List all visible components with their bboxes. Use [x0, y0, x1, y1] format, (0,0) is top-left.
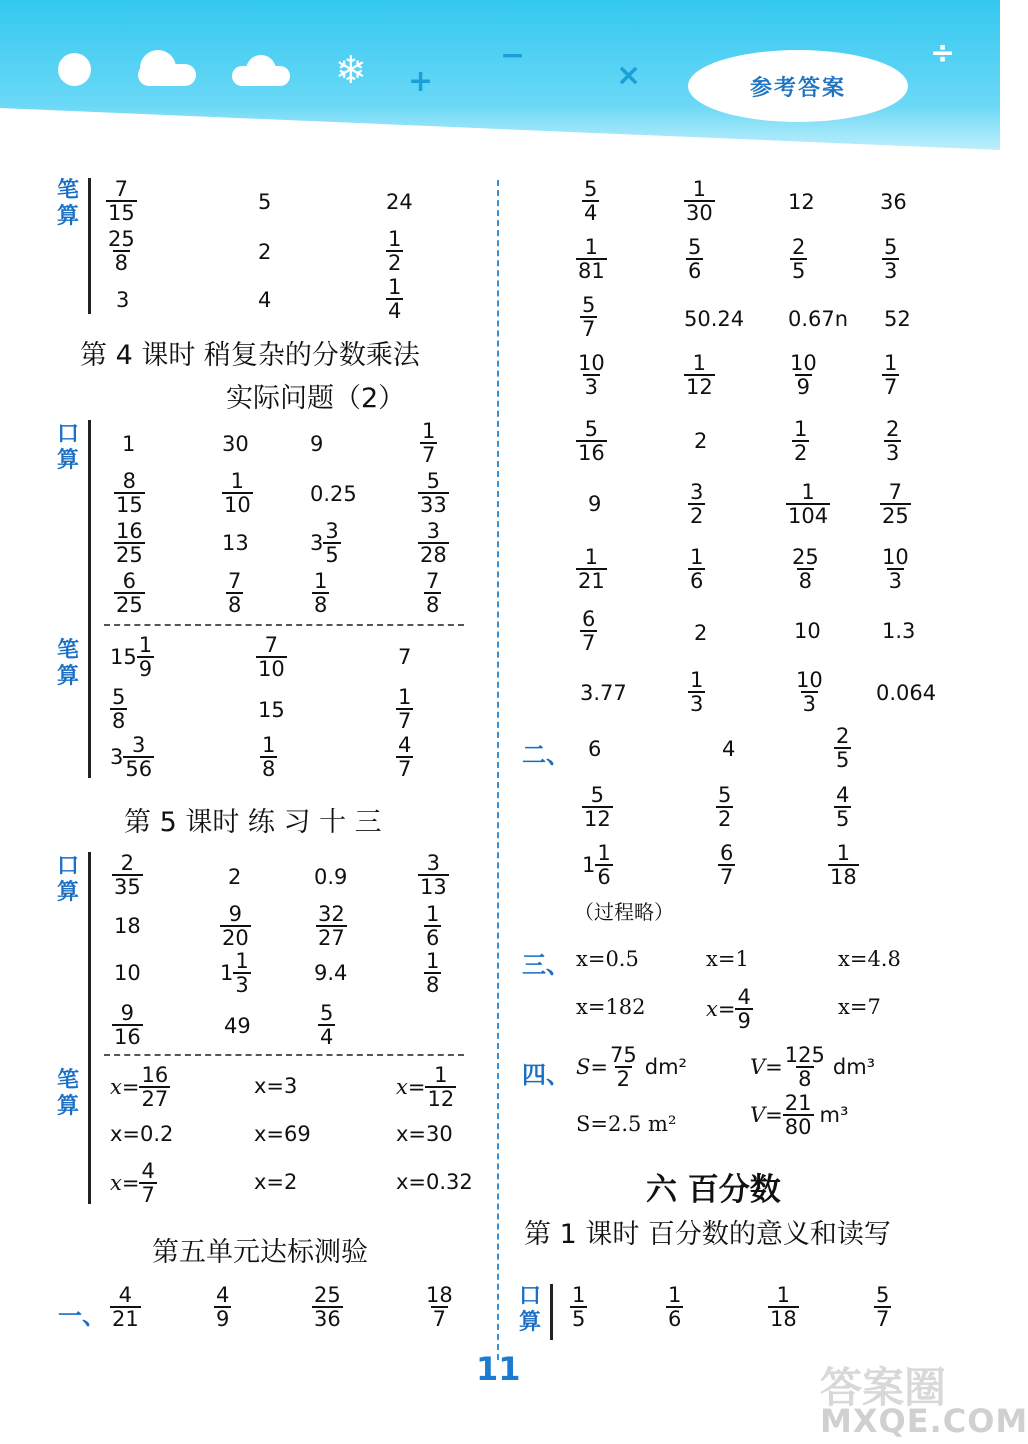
fraction: 3 2 — [690, 480, 704, 528]
answer-value: 50.24 — [684, 307, 745, 331]
fraction: 2 3 — [886, 417, 900, 465]
fraction: 1 7 — [398, 685, 412, 733]
mixed-number: 3 3 5 — [310, 519, 339, 567]
fraction: 1 6 — [426, 902, 440, 950]
bracket-bar — [88, 852, 91, 1204]
fraction: 9 16 — [114, 1001, 141, 1049]
answer-value: 5 — [258, 190, 272, 214]
fraction: 1 2 — [388, 227, 402, 275]
equation: x = 4 9 — [706, 985, 751, 1033]
fraction: 1 10 — [224, 469, 251, 517]
fraction: 1 4 — [388, 275, 402, 323]
fraction: 5 33 — [420, 469, 447, 517]
answer-value: x=0.5 — [576, 947, 639, 971]
fraction: 1 8 — [314, 569, 328, 617]
equation: x = 16 27 — [110, 1063, 169, 1111]
answer-value: x=182 — [576, 995, 646, 1019]
answer-value: 1 — [122, 432, 136, 456]
label-bisuan: 笔 算 — [56, 1068, 79, 1119]
fraction: 5 16 — [578, 417, 605, 465]
fraction: 7 25 — [882, 480, 909, 528]
fraction: 4 21 — [112, 1283, 139, 1331]
fraction: 6 7 — [720, 841, 734, 889]
answer-value: 10 — [794, 619, 821, 643]
answer-value: x=2 — [254, 1170, 298, 1194]
answer-value: x=1 — [706, 947, 749, 971]
section-number: 三、 — [522, 951, 570, 979]
answer-value: 15 — [258, 698, 285, 722]
answer-value: 24 — [386, 190, 413, 214]
section-number: 二、 — [522, 741, 570, 769]
fraction: 25 8 — [108, 227, 135, 275]
column-divider — [497, 180, 499, 1360]
equation: S = 75 2 dm² — [576, 1043, 687, 1091]
answer-value: 4 — [258, 288, 272, 312]
label-kousuan: 口 算 — [56, 422, 79, 473]
fraction: 3 28 — [420, 519, 447, 567]
fraction: 7 10 — [258, 633, 285, 681]
answer-badge: 参考答案 — [688, 50, 908, 122]
fraction: 16 25 — [116, 519, 143, 567]
dashed-separator — [104, 1054, 464, 1056]
fraction: 5 7 — [582, 293, 596, 341]
bracket-bar — [88, 420, 91, 778]
plus-icon: + — [408, 64, 434, 99]
mixed-number: 1 1 6 — [582, 841, 611, 889]
mixed-number: 3 3 56 — [110, 733, 153, 781]
answer-value: 7 — [398, 645, 412, 669]
fraction: 3 13 — [420, 851, 447, 899]
label-bisuan: 笔 算 — [56, 178, 79, 229]
answer-value: 9.4 — [314, 961, 348, 985]
fraction: 1 3 — [690, 668, 704, 716]
fraction: 6 7 — [582, 607, 596, 655]
answer-value: 9 — [310, 432, 324, 456]
sun-icon — [58, 53, 91, 86]
answer-value: 2 — [694, 621, 708, 645]
fraction: 10 3 — [578, 351, 605, 399]
fraction: 7 15 — [108, 177, 135, 225]
fraction: 1 8 — [426, 949, 440, 997]
fraction: 8 15 — [116, 469, 143, 517]
lesson5-title: 第 5 课时 练 习 十 三 — [124, 807, 382, 838]
label-kousuan: 口 算 — [518, 1284, 541, 1335]
mixed-number: 1 1 3 — [220, 949, 249, 997]
fraction: 1 6 — [668, 1283, 682, 1331]
fraction: 1 104 — [788, 480, 829, 528]
answer-value: x=4.8 — [838, 947, 901, 971]
watermark-url: MXQE.COM — [820, 1402, 1028, 1440]
lesson4-subtitle: 实际问题（2） — [226, 383, 406, 414]
answer-value: 30 — [222, 432, 249, 456]
equation: x = 1 12 — [396, 1063, 455, 1111]
equation: x = 4 7 — [110, 1159, 155, 1207]
answer-value: S=2.5 m² — [576, 1112, 677, 1136]
fraction: 10 9 — [790, 351, 817, 399]
fraction: 5 7 — [876, 1283, 890, 1331]
fraction: 1 81 — [578, 235, 605, 283]
fraction: 25 8 — [792, 545, 819, 593]
fraction: 4 5 — [836, 783, 850, 831]
answer-value: x=0.32 — [396, 1170, 473, 1194]
chapter6-lesson1-title: 第 1 课时 百分数的意义和读写 — [524, 1219, 891, 1250]
answer-value: x=69 — [254, 1122, 311, 1146]
fraction: 1 7 — [422, 419, 436, 467]
fraction: 1 6 — [690, 545, 704, 593]
fraction: 5 3 — [884, 235, 898, 283]
times-icon: × — [616, 58, 642, 93]
watermark-logo: 答案圈 — [820, 1363, 947, 1412]
fraction: 7 8 — [426, 569, 440, 617]
section-number: 四、 — [522, 1061, 570, 1089]
answer-value: 4 — [722, 737, 736, 761]
fraction: 6 25 — [116, 569, 143, 617]
fraction: 32 27 — [318, 902, 345, 950]
fraction: 1 30 — [686, 177, 713, 225]
section-number: 一、 — [58, 1302, 106, 1330]
fraction: 5 4 — [320, 1001, 334, 1049]
equation: V = 21 80 m³ — [750, 1091, 849, 1139]
answer-value: 0.67n — [788, 307, 849, 331]
fraction: 9 20 — [222, 902, 249, 950]
answer-value: 1.3 — [882, 619, 916, 643]
answer-value: x=3 — [254, 1074, 298, 1098]
chapter6-title: 六 百分数 — [646, 1172, 781, 1208]
answer-value: 2 — [258, 240, 272, 264]
fraction: 25 36 — [314, 1283, 341, 1331]
fraction: 2 35 — [114, 851, 141, 899]
divide-icon: ÷ — [930, 36, 956, 71]
answer-value: 3.77 — [580, 681, 627, 705]
mixed-number: 15 1 9 — [110, 633, 153, 681]
answer-value: 36 — [880, 190, 907, 214]
fraction: 5 8 — [112, 685, 126, 733]
answer-value: x=7 — [838, 995, 881, 1019]
fraction: 2 5 — [836, 724, 850, 772]
answer-value: x=30 — [396, 1122, 453, 1146]
fraction: 1 2 — [794, 417, 808, 465]
fraction: 5 2 — [718, 783, 732, 831]
answer-value: 2 — [228, 865, 242, 889]
fraction: 5 12 — [584, 783, 611, 831]
answer-value: 18 — [114, 914, 141, 938]
equation: V = 125 8 dm³ — [750, 1043, 876, 1091]
fraction: 10 3 — [796, 668, 823, 716]
fraction: 1 21 — [578, 545, 605, 593]
fraction: 1 12 — [686, 351, 713, 399]
fraction: 1 8 — [262, 733, 276, 781]
bracket-bar — [88, 178, 91, 314]
answer-value: 0.25 — [310, 482, 357, 506]
lesson4-title: 第 4 课时 稍复杂的分数乘法 — [80, 340, 420, 371]
answer-value: 6 — [588, 737, 602, 761]
fraction: 1 5 — [572, 1283, 586, 1331]
fraction: 5 6 — [688, 235, 702, 283]
fraction: 1 18 — [770, 1283, 797, 1331]
answer-value: 12 — [788, 190, 815, 214]
answer-value: x=0.2 — [110, 1122, 174, 1146]
answer-value: 0.064 — [876, 681, 937, 705]
fraction: 10 3 — [882, 545, 909, 593]
answer-value: 10 — [114, 961, 141, 985]
fraction: 4 9 — [216, 1283, 230, 1331]
fraction: 2 5 — [792, 235, 806, 283]
fraction: 18 7 — [426, 1283, 453, 1331]
minus-icon: − — [500, 38, 526, 73]
snowflake-icon: ❄ — [335, 48, 367, 92]
answer-value: 9 — [588, 492, 602, 516]
fraction: 1 7 — [884, 351, 898, 399]
answer-value: 13 — [222, 531, 249, 555]
answer-value: 0.9 — [314, 865, 348, 889]
answer-value: 2 — [694, 429, 708, 453]
fraction: 7 8 — [228, 569, 242, 617]
answer-value: 49 — [224, 1014, 251, 1038]
label-kousuan: 口 算 — [56, 854, 79, 905]
dashed-separator — [104, 624, 464, 626]
fraction: 5 4 — [584, 177, 598, 225]
bracket-bar — [550, 1284, 553, 1340]
answer-value: 3 — [116, 288, 130, 312]
answer-value: 52 — [884, 307, 911, 331]
unit5-title: 第五单元达标测验 — [152, 1237, 368, 1268]
fraction: 4 7 — [398, 733, 412, 781]
page-number: 11 — [476, 1350, 521, 1388]
label-bisuan: 笔 算 — [56, 638, 79, 689]
omit-note: （过程略） — [574, 900, 674, 924]
fraction: 1 18 — [830, 841, 857, 889]
